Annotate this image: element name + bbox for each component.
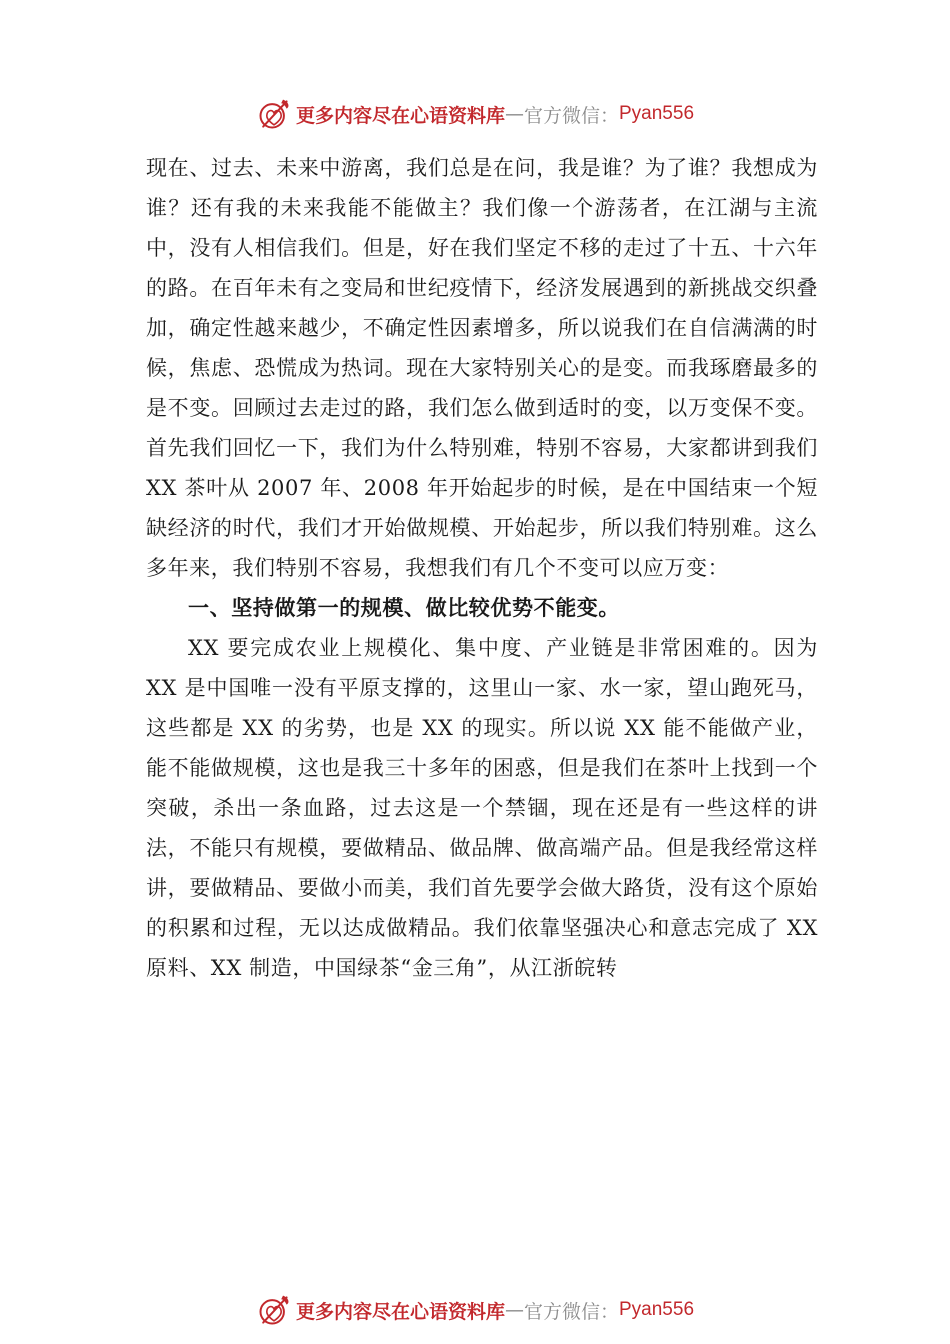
watermark-dash: — (504, 103, 524, 125)
watermark-footer (0, 1290, 950, 1330)
body-paragraph-2: XX 要完成农业上规模化、集中度、产业链是非常困难的。因为 XX 是中国唯一没有平原支撑的，这里山一家、水一家，望山跑死马，这些都是 XX 的劣势，也是 XX 的现实。所以说 XX 能不能做产业，能不能做规模，这也是我三十多年的困惑，但是我们在茶叶上找到一个突破，杀出一条血路，过去这是一个禁锢，现在还是有一些这样的讲法，不能只有规模，要做精品、做品牌、做高端产品。但是我经常这样讲，要做精品、要做小而美，我们首先要学会做大路货，没有这个原始的积累和过程，无以达成做精品。我们依靠坚强决心和意志完成了 XX 原料、XX 制造，中国绿茶“金三角”，从江浙皖转 (146, 636, 818, 980)
watermark-wechat-label: 官方微信： (523, 104, 619, 127)
watermark-label: 更多内容尽在心语资料库 (295, 1300, 505, 1323)
body-paragraph: 现在、过去、未来中游离，我们总是在问，我是谁？为了谁？我想成为谁？还有我的未来我能不能做主？我们像一个游荡者，在江湖与主流中，没有人相信我们。但是，好在我们坚定不移的走过了十五、十六年的路。在百年未有之变局和世纪疫情下，经济发展遇到的新挑战交织叠加，确定性越来越少，不确定性因素增多，所以说我们在自信满满的时候，焦虑、恐慌成为热词。现在大家特别关心的是变。而我琢磨最多的是不变。回顾过去走过的路，我们怎么做到适时的变，以万变保不变。首先我们回忆一下，我们为什么特别难，特别不容易，大家都讲到我们 XX 茶叶从 2007 年、2008 年开始起步的时候，是在中国结束一个短缺经济的时代，我们才开始做规模、开始起步，所以我们特别难。这么多年来，我们特别不容易，我想我们有几个不变可以应万变： (146, 156, 818, 580)
watermark-wechat-label: 官方微信： (523, 1300, 619, 1323)
watermark-label: 更多内容尽在心语资料库 (295, 104, 505, 127)
document-body (146, 148, 818, 988)
watermark-wechat-id: Pyan556 (619, 103, 695, 124)
watermark-wechat-id: Pyan556 (619, 1299, 695, 1320)
quill-heart-logo-icon (256, 96, 292, 132)
section-heading: 一、坚持做第一的规模、做比较优势不能变。 (188, 596, 620, 620)
watermark-dash: — (504, 1299, 524, 1321)
quill-heart-logo-icon (256, 1292, 292, 1328)
watermark-header (0, 94, 950, 134)
